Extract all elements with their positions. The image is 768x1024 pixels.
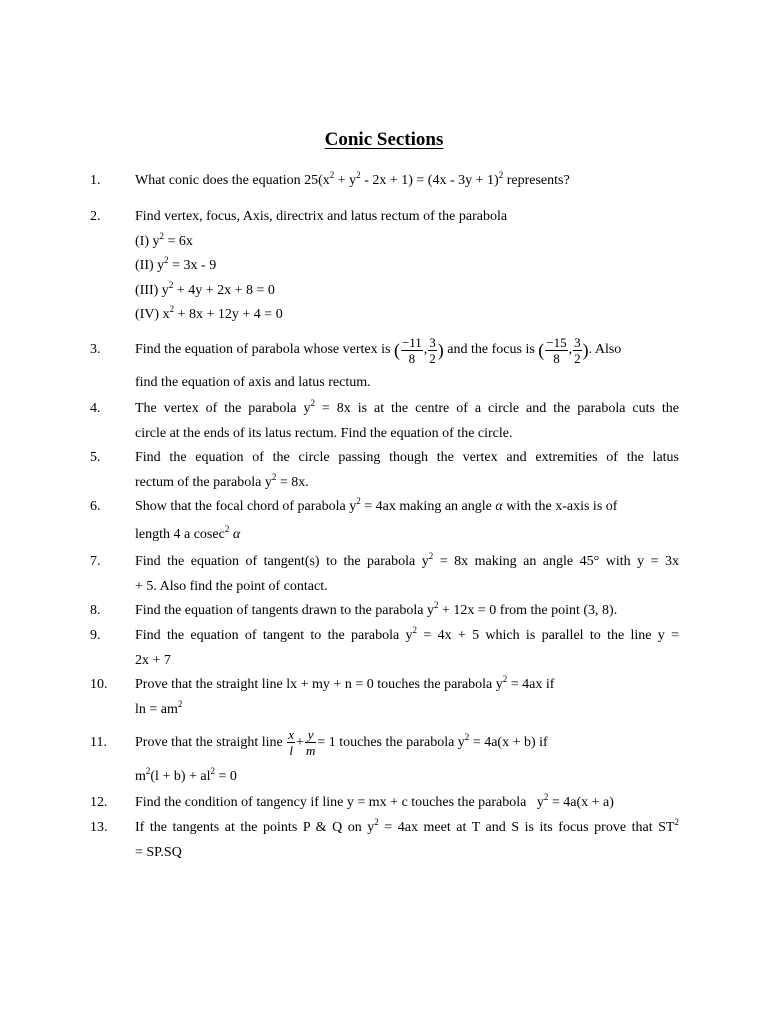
- fraction: $\frac{-11}{8}$: [401, 334, 422, 366]
- question-number: 10.: [90, 677, 108, 692]
- fraction: $\frac{x}{l}$: [288, 727, 295, 759]
- question-number: 3.: [90, 342, 101, 357]
- sub-part: (I) $y^2 = 6x$: [135, 230, 193, 249]
- question-text: What conic does the equation $25(x^2 + y^2 - 2x + 1) = (4x - 3y + 1)^2$ represents?: [135, 170, 570, 188]
- fraction: $\frac{-15}{8}$: [546, 334, 567, 366]
- question-text: rectum of the parabola $y^2 = 8x$.: [135, 471, 309, 490]
- sub-part: (II) $y^2 = 3x - 9$: [135, 255, 217, 273]
- question-text: length 4 a cosec$^2$ α: [135, 523, 241, 542]
- question-number: 13.: [90, 820, 108, 835]
- question-text: 2x + 7: [135, 652, 171, 668]
- question-text: Find vertex, focus, Axis, directrix and latus rectum of the parabola: [135, 209, 508, 224]
- question-text: If the tangents at the points P & Q on $y^2 = 4ax$ meet at T and S is its focus prove that $ST^2$: [135, 817, 679, 835]
- question-number: 11.: [90, 735, 107, 750]
- question-number: 9.: [90, 628, 101, 643]
- fraction: $\frac{3}{2}$: [574, 334, 581, 366]
- question-text: Find the equation of tangent(s) to the parabola $y^2 = 8x$ making an angle 45° with y = 3x: [135, 551, 680, 569]
- question-text: The vertex of the parabola $y^2 = 8x$ is at the centre of a circle and the parabola cuts the: [135, 398, 679, 416]
- question-text: Show that the focal chord of parabola $y^2 = 4ax$ making an angle α with the x-axis is of: [135, 496, 618, 514]
- question-text: $\ln = am^2$: [135, 698, 183, 717]
- question-text: Find the equation of parabola whose vertex is ( $\frac{-11}{8}$ , $\frac{3}{2}$ ) and the focus is ( $\frac{-15}{8}$ , $\frac{3}{2}$ ). Also: [135, 334, 622, 366]
- question-number: 2.: [90, 209, 101, 224]
- question-text: $m^2(l + b) + al^2 = 0$: [135, 766, 237, 784]
- page-title: Conic Sections: [324, 129, 444, 150]
- question-text: Find the equation of tangent to the parabola $y^2 = 4x + 5$ which is parallel to the line y =: [135, 625, 679, 643]
- sub-part: (III) $y^2 + 4y + 2x + 8 = 0$: [135, 279, 275, 298]
- question-number: 1.: [90, 173, 101, 188]
- question-text: + 5. Also find the point of contact.: [135, 578, 328, 594]
- question-text: Find the equation of the circle passing though the vertex and extremities of the latus: [135, 450, 679, 465]
- question-number: 6.: [90, 499, 101, 514]
- fraction: $\frac{3}{2}$: [429, 334, 436, 366]
- question-text: find the equation of axis and latus rectum.: [135, 375, 371, 390]
- question-text: Prove that the straight line lx + my + n = 0 touches the parabola $y^2 = 4ax$ if: [135, 674, 555, 692]
- question-text: Find the condition of tangency if line y = mx + c touches the parabola $y^2 = 4a(x + a)$: [135, 792, 614, 810]
- question-number: 7.: [90, 554, 101, 569]
- question-number: 12.: [90, 795, 108, 810]
- question-number: 5.: [90, 450, 101, 465]
- fraction: $\frac{y}{m}$: [305, 727, 316, 759]
- question-text: Prove that the straight line $\frac{x}{l}$ + $\frac{y}{m}$ = 1 touches the parabola $y^2 = 4a(x + b)$ if: [135, 727, 548, 759]
- question-text: circle at the ends of its latus rectum. Find the equation of the circle.: [135, 425, 513, 441]
- question-number: 4.: [90, 401, 101, 416]
- sub-part: (IV) $x^2 + 8x + 12y + 4 = 0$: [135, 304, 283, 322]
- question-text: = SP.SQ: [135, 844, 182, 860]
- question-number: 8.: [90, 603, 101, 618]
- question-text: Find the equation of tangents drawn to the parabola $y^2 + 12x = 0$ from the point (3, 8).: [135, 600, 618, 618]
